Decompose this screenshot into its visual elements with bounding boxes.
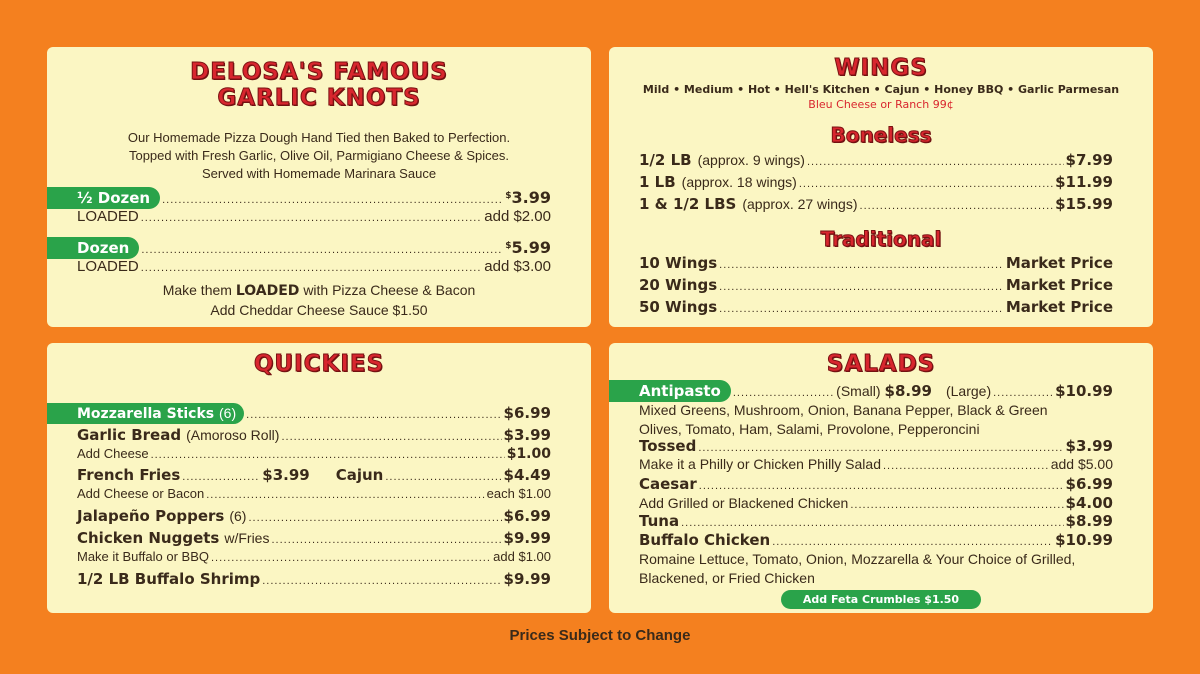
fries-name: French Fries <box>77 466 181 484</box>
dozen-price-wrap: $5.99 <box>505 238 551 257</box>
leader-dots <box>385 471 501 483</box>
shrimp-row <box>77 570 551 588</box>
garlic-bread-row <box>77 426 551 444</box>
loaded-price: add $2.00 <box>484 208 551 225</box>
antipasto-row <box>639 380 1113 402</box>
desc-line: Served with Homemade Marinara Sauce <box>201 166 437 181</box>
antipasto-desc-line: Olives, Tomato, Ham, Salami, Provolone, Pepperoncini <box>639 421 980 437</box>
leader-dots <box>993 387 1053 399</box>
leader-dots <box>883 460 1049 472</box>
boneless-price: $11.99 <box>1055 173 1113 191</box>
leader-dots <box>733 387 834 399</box>
caesar-name: Caesar <box>639 475 697 493</box>
buffalo-chicken-desc <box>639 550 1075 588</box>
cheddar-note: Add Cheddar Cheese Sauce $1.50 <box>210 302 428 318</box>
tuna-price: $8.99 <box>1065 512 1113 530</box>
buffalo-chicken-row <box>639 531 1113 549</box>
dozen-label: Dozen <box>47 237 139 259</box>
leader-dots <box>681 517 1063 529</box>
tossed-row <box>639 437 1113 455</box>
desc-line: Our Homemade Pizza Dough Hand Tied then Baked to Perfection. <box>127 130 511 145</box>
shrimp-name: 1/2 LB Buffalo Shrimp <box>77 570 261 588</box>
leader-dots <box>211 552 491 564</box>
add-cheese-row <box>77 446 551 462</box>
leader-dots <box>182 471 260 483</box>
add-cheese-bacon-price: each $1.00 <box>486 486 551 501</box>
leader-dots <box>246 409 501 421</box>
garlic-bread-price: $3.99 <box>503 426 551 444</box>
leader-dots <box>248 512 501 524</box>
boneless-row <box>639 173 1113 191</box>
shrimp-price: $9.99 <box>503 570 551 588</box>
prices-note: Prices Subject to Change <box>509 627 691 644</box>
jalapeno-row <box>77 507 551 525</box>
feta-badge: Add Feta Crumbles $1.50 <box>781 590 981 609</box>
add-cheese-label: Add Cheese <box>77 446 149 461</box>
leader-dots <box>719 259 1004 271</box>
buffalo-bbq-row <box>77 549 551 564</box>
philly-price: add $5.00 <box>1050 456 1113 472</box>
garlic-knots-title-line1: DELOSA'S FAMOUS <box>190 59 448 85</box>
leader-dots <box>699 480 1064 492</box>
buffalo-desc-line: Romaine Lettuce, Tomato, Onion, Mozzarella & Your Choice of Grilled, <box>639 551 1076 567</box>
tossed-name: Tossed <box>639 437 697 455</box>
nuggets-name: Chicken Nuggets <box>77 529 220 547</box>
leader-dots <box>141 244 503 256</box>
leader-dots <box>850 499 1063 511</box>
wing-flavors: Mild • Medium • Hot • Hell's Kitchen • Cajun • Honey BBQ • Garlic Parmesan <box>642 83 1120 96</box>
tuna-row <box>639 512 1113 530</box>
buffalo-bbq-label: Make it Buffalo or BBQ <box>77 549 209 564</box>
antipasto-label: Antipasto <box>609 380 731 402</box>
half-dozen-row <box>77 187 551 209</box>
cajun-name: Cajun <box>335 466 384 484</box>
traditional-name: 20 Wings <box>639 276 718 294</box>
boneless-detail: (approx. 18 wings) <box>681 174 797 190</box>
boneless-detail: (approx. 9 wings) <box>697 152 805 168</box>
add-cheese-price: $1.00 <box>506 446 551 462</box>
cajun-price: $4.49 <box>503 466 551 484</box>
philly-label: Make it a Philly or Chicken Philly Salad <box>639 456 881 472</box>
boneless-row <box>639 151 1113 169</box>
traditional-name: 10 Wings <box>639 254 718 272</box>
note-loaded: LOADED <box>235 283 300 299</box>
boneless-row <box>639 195 1113 213</box>
leader-dots <box>262 575 501 587</box>
mozzarella-pill <box>47 403 244 424</box>
wings-panel <box>609 47 1153 327</box>
leader-dots <box>719 303 1004 315</box>
half-dozen-price-wrap: $3.99 <box>505 188 551 207</box>
loaded-label: LOADED <box>77 258 139 275</box>
antipasto-small-label: (Small) <box>836 383 881 399</box>
leader-dots <box>141 262 483 274</box>
antipasto-desc-line: Mixed Greens, Mushroom, Onion, Banana Pepper, Black & Green <box>639 402 1048 418</box>
note-text: Make them <box>162 282 232 298</box>
garlic-bread-detail: (Amoroso Roll) <box>186 427 280 443</box>
antipasto-desc <box>639 401 1048 439</box>
antipasto-large-label: (Large) <box>945 383 992 399</box>
note-text: with Pizza Cheese & Bacon <box>303 282 476 298</box>
fries-price: $3.99 <box>262 466 310 484</box>
antipasto-large-price: $10.99 <box>1055 382 1113 400</box>
buffalo-chicken-price: $10.99 <box>1055 531 1113 549</box>
traditional-name: 50 Wings <box>639 298 718 316</box>
garlic-bread-name: Garlic Bread <box>77 426 182 444</box>
traditional-price: Market Price <box>1005 254 1113 272</box>
leader-dots <box>860 200 1054 212</box>
antipasto-small-price: $8.99 <box>884 382 932 400</box>
boneless-price: $15.99 <box>1055 195 1113 213</box>
garlic-knots-title <box>47 59 591 111</box>
leader-dots <box>799 178 1053 190</box>
leader-dots <box>141 212 483 224</box>
fries-row <box>77 466 551 484</box>
loaded-row-1 <box>77 208 551 225</box>
loaded-label: LOADED <box>77 208 139 225</box>
leader-dots <box>807 156 1064 168</box>
buffalo-desc-line: Blackened, or Fried Chicken <box>639 570 815 586</box>
wings-title: WINGS <box>834 55 928 81</box>
jalapeno-name: Jalapeño Poppers <box>77 507 225 525</box>
traditional-row <box>639 276 1113 294</box>
mozzarella-row <box>77 403 551 424</box>
traditional-price: Market Price <box>1005 276 1113 294</box>
quickies-title: QUICKIES <box>253 351 385 377</box>
leader-dots <box>151 449 505 461</box>
mozzarella-detail: (6) <box>219 405 237 421</box>
loaded-note <box>47 281 591 300</box>
boneless-detail: (approx. 27 wings) <box>742 196 858 212</box>
traditional-title: Traditional <box>820 227 942 251</box>
garlic-knots-description <box>47 129 591 183</box>
grilled-label: Add Grilled or Blackened Chicken <box>639 495 849 511</box>
leader-dots <box>162 194 503 206</box>
buffalo-chicken-name: Buffalo Chicken <box>639 531 771 549</box>
half-dozen-label: ½ Dozen <box>47 187 160 209</box>
nuggets-row <box>77 529 551 547</box>
half-dozen-price: 3.99 <box>511 188 551 207</box>
tossed-price: $3.99 <box>1065 437 1113 455</box>
jalapeno-detail: (6) <box>229 508 247 524</box>
tuna-name: Tuna <box>639 512 680 530</box>
loaded-row-2 <box>77 258 551 275</box>
loaded-price: add $3.00 <box>484 258 551 275</box>
leader-dots <box>281 431 501 443</box>
jalapeno-price: $6.99 <box>503 507 551 525</box>
leader-dots <box>271 534 501 546</box>
philly-row <box>639 456 1113 472</box>
nuggets-detail: w/Fries <box>224 530 270 546</box>
caesar-row <box>639 475 1113 493</box>
dozen-row <box>77 237 551 259</box>
boneless-name: 1/2 LB <box>639 151 692 169</box>
add-cheese-bacon-row <box>77 486 551 501</box>
traditional-row <box>639 254 1113 272</box>
mozzarella-name: Mozzarella Sticks <box>77 406 215 422</box>
buffalo-bbq-price: add $1.00 <box>493 549 551 564</box>
salads-title: SALADS <box>826 351 936 377</box>
caesar-price: $6.99 <box>1065 475 1113 493</box>
traditional-row <box>639 298 1113 316</box>
traditional-price: Market Price <box>1005 298 1113 316</box>
grilled-price: $4.00 <box>1065 494 1113 512</box>
garlic-knots-title-line2: GARLIC KNOTS <box>217 85 421 111</box>
boneless-title: Boneless <box>830 123 932 147</box>
leader-dots <box>772 536 1053 548</box>
leader-dots <box>206 489 484 501</box>
boneless-price: $7.99 <box>1065 151 1113 169</box>
leader-dots <box>698 442 1063 454</box>
garlic-knots-panel <box>47 47 591 327</box>
leader-dots <box>719 281 1004 293</box>
mozzarella-price: $6.99 <box>503 404 551 422</box>
nuggets-price: $9.99 <box>503 529 551 547</box>
salads-panel <box>609 343 1153 613</box>
boneless-name: 1 LB <box>639 173 676 191</box>
boneless-name: 1 & 1/2 LBS <box>639 195 737 213</box>
wing-dip: Bleu Cheese or Ranch 99¢ <box>808 98 954 111</box>
desc-line: Topped with Fresh Garlic, Olive Oil, Parmigiano Cheese & Spices. <box>128 148 510 163</box>
grilled-row <box>639 494 1113 512</box>
quickies-panel <box>47 343 591 613</box>
dozen-price: 5.99 <box>511 238 551 257</box>
add-cheese-bacon-label: Add Cheese or Bacon <box>77 486 205 501</box>
